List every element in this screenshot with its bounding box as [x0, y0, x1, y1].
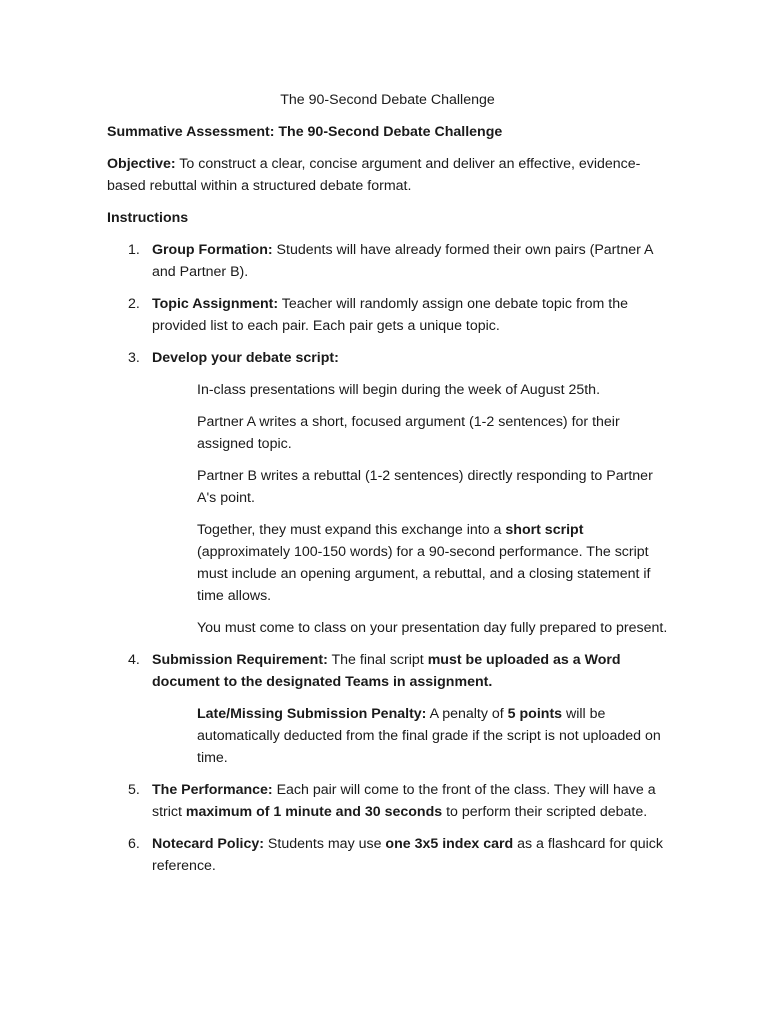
objective-label: Objective:: [107, 156, 176, 172]
instructions-list: [107, 239, 668, 877]
step-text-pre: Students may use: [263, 836, 386, 852]
step-text-post: as a flashcard for quick reference.: [152, 836, 663, 874]
list-item-topic-assignment: [107, 293, 668, 337]
document-title: The 90-Second Debate Challenge: [280, 92, 495, 108]
step-text-bold: one 3x5 index card: [385, 836, 514, 852]
step-label: Submission Requirement:: [152, 652, 328, 668]
script-expansion-text: [197, 519, 668, 607]
list-item-notecard-policy: [107, 833, 668, 877]
objective-paragraph: [107, 153, 668, 197]
penalty-points: 5 points: [507, 706, 563, 722]
step-text-pre: Each pair will come to the front of the class. They will have a strict: [152, 782, 656, 820]
step-label: Topic Assignment:: [152, 296, 279, 312]
list-item-submission-requirement: [107, 649, 668, 769]
penalty-details: [197, 703, 668, 769]
step-label: Develop your debate script:: [152, 350, 339, 366]
step-text-pre: The final script: [327, 652, 428, 668]
penalty-text: [197, 703, 668, 769]
list-number: 3.: [128, 350, 140, 366]
list-item-debate-script: [107, 347, 668, 639]
preparation-text: You must come to class on your presentation day fully prepared to present.: [197, 620, 668, 636]
list-number: 5.: [128, 782, 140, 798]
penalty-label: Late/Missing Submission Penalty:: [197, 706, 427, 722]
step-label: The Performance:: [152, 782, 273, 798]
partner-a-text: Partner A writes a short, focused argument (1-2 sentences) for their assigned topic.: [197, 414, 620, 452]
assessment-heading: Summative Assessment: The 90-Second Debate Challenge: [107, 124, 503, 140]
step-label: Notecard Policy:: [152, 836, 264, 852]
step-text-bold: maximum of 1 minute and 30 seconds: [185, 804, 443, 820]
step-label: Group Formation:: [152, 242, 273, 258]
debate-script-details: [197, 379, 668, 639]
objective-text: To construct a clear, concise argument and deliver an effective, evidence-based rebuttal within a structured debate format.: [107, 156, 641, 194]
list-number: 1.: [128, 242, 140, 258]
penalty-pre: A penalty of: [426, 706, 508, 722]
list-item-group-formation: [107, 239, 668, 283]
step-text-post: to perform their scripted debate.: [442, 804, 648, 820]
step-text-bold: must be uploaded as a Word document to the designated Teams in assignment.: [152, 652, 621, 690]
step-text: Students will have already formed their own pairs (Partner A and Partner B).: [152, 242, 653, 280]
script-expansion-pre: Together, they must expand this exchange into a: [197, 522, 506, 538]
presentation-date-text: In-class presentations will begin during the week of August 25th.: [197, 382, 601, 398]
script-expansion-post: (approximately 100-150 words) for a 90-second performance. The script must include an opening argument, a rebuttal, and a closing statement if time allows.: [197, 544, 651, 604]
step-text: Teacher will randomly assign one debate topic from the provided list to each pair. Each pair gets a unique topic.: [152, 296, 629, 334]
list-number: 2.: [128, 296, 140, 312]
instructions-heading: Instructions: [107, 210, 189, 226]
list-number: 4.: [128, 652, 140, 668]
penalty-post: will be automatically deducted from the final grade if the script is not uploaded on time.: [197, 706, 661, 766]
list-number: 6.: [128, 836, 140, 852]
script-expansion-bold: short script: [505, 522, 584, 538]
partner-b-text: Partner B writes a rebuttal (1-2 sentences) directly responding to Partner A's point.: [197, 468, 653, 506]
list-item-performance: [107, 779, 668, 823]
